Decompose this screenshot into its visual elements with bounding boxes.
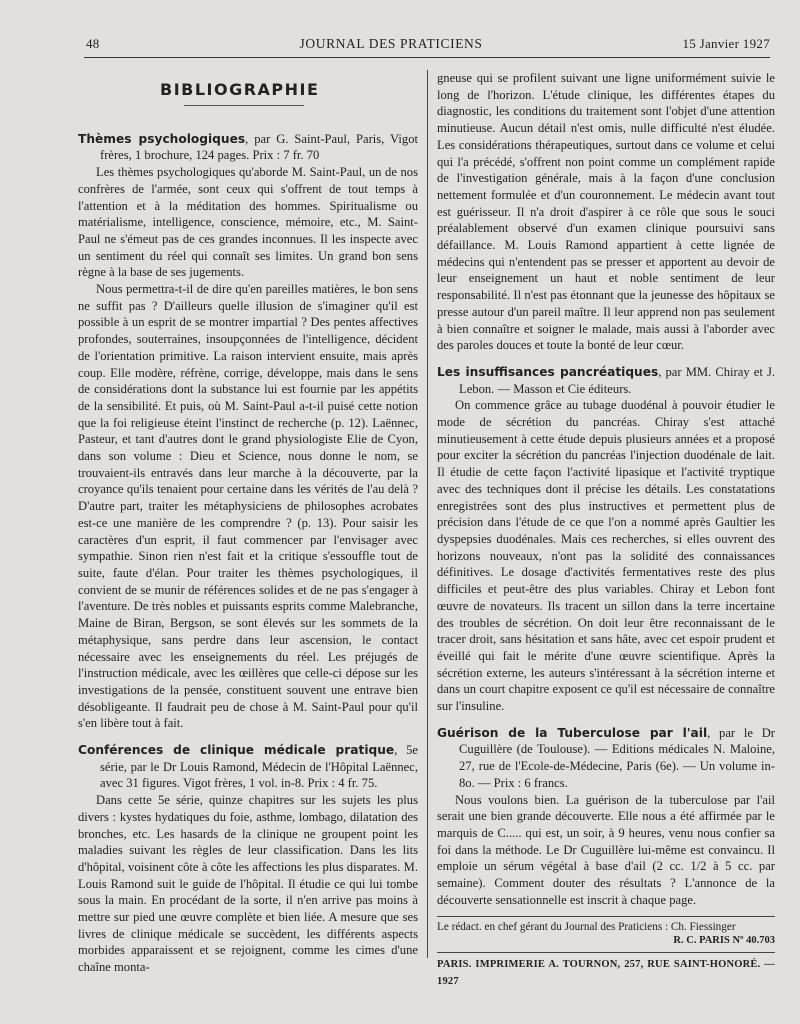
book-citation (437, 364, 775, 397)
editor-line (437, 920, 775, 948)
registry-number: R. C. PARIS Nº 40.703 (673, 935, 775, 947)
column-divider (427, 70, 428, 958)
book-entry-tuberculose-ail (437, 725, 775, 909)
review-paragraph: Les thèmes psychologiques qu'aborde M. Saint-Paul, un de nos confrères de l'armée, sont ceux qui s'offrent de tout temps à l'attention et à la méditation des hommes. Spiritualisme ou matérialisme, intelligence, conscience, mémoire, etc., M. Saint-Paul ne s'émeut pas de ces grandes inconnues. Il les inspecte avec un sentiment du réel qui connaît ses limites. Un grand bon sens règne à la base de ses jugements. (78, 165, 418, 280)
book-citation (437, 725, 775, 792)
book-title: Thèmes psychologiques (78, 131, 246, 146)
book-details: , par le Dr Cuguillère (de Toulouse). — Editions médicales N. Maloine, 27, rue de l'Ecole-de-Médecine, Paris (6e). — Un volume in-8o. — Prix : 6 francs. (459, 725, 775, 790)
header-rule (84, 57, 770, 58)
section-title-rule (184, 105, 304, 106)
right-column (437, 70, 775, 991)
page-number: 48 (86, 36, 100, 51)
review-paragraph: Dans cette 5e série, quinze chapitres sur les sujets les plus divers : kystes hydatiques du foie, asthme, lombago, dilatation des bronches, etc. Les hasards de la clinique ne groupent point les maladies suivant les règles de leur classification. Dans les lits d'hôpital, voisinent côte à côte les affections les plus disparates. M. Louis Ramond suit le guide de l'hôpital. Il étudie ce qui lui tombe sous la main. En procédant de la sorte, il n'en arrive pas moins à mettre sur pied une œuvre complète et bien liée. A mesure que ses livres de clinique médicale se succèdent, les différents aspects morbides apparaissent et se rejoignent, comme les cimes d'une chaîne monta- (78, 793, 418, 975)
page-header (86, 36, 770, 56)
issue-date: 15 Janvier 1927 (682, 36, 770, 51)
editor-credit: Le rédact. en chef gérant du Journal des Praticiens : Ch. Fiessinger (437, 921, 736, 934)
left-column (78, 70, 418, 976)
review-paragraph: Nous voulons bien. La guérison de la tuberculose par l'ail serait une bien grande découverte. Elle nous a été affirmée par le marquis de C..... qui est, un soir, à 9 heures, venu nous confier sa foi dans la méthode. Le Dr Cuguillère lui-même est convaincu. Il emploie un sérum végétal à base d'ail (2 cc. 1/2 à 5 cc. par semaine). Comment douter des résultats ? L'annonce de la découverte sensationnelle est inscrit à chaque page. (437, 792, 775, 907)
book-details: , 5e série, par le Dr Louis Ramond, Médecin de l'Hôpital Laënnec, avec 31 figures. Vigot frères, 1 vol. in-8. Prix : 4 fr. 75. (100, 743, 418, 791)
journal-title: JOURNAL DES PRATICIENS (299, 36, 483, 51)
book-title: Guérison de la Tuberculose par l'ail (437, 725, 708, 740)
book-title: Conférences de clinique médicale pratique (78, 743, 395, 758)
book-entry-insuffisances-pancreatiques (437, 364, 775, 715)
footer-rule-top (437, 916, 775, 917)
footer-rule-bottom (437, 952, 775, 953)
book-citation (78, 742, 418, 792)
book-details: , par MM. Chiray et J. Lebon. — Masson et Cie éditeurs. (459, 364, 775, 396)
book-title: Les insuffisances pancréatiques (437, 364, 659, 379)
book-details: , par G. Saint-Paul, Paris, Vigot frères, 1 brochure, 124 pages. Prix : 7 fr. 70 (100, 131, 418, 163)
section-title: BIBLIOGRAPHIE (160, 80, 320, 99)
printer-line: PARIS. IMPRIMERIE A. TOURNON, 257, RUE SAINT-HONORÉ. — 1927 (437, 959, 775, 988)
review-paragraph: Nous permettra-t-il de dire qu'en pareilles matières, le bon sens ne suffit pas ? D'ailleurs quelle illusion de s'imaginer qu'il est possible à un esprit de se montrer impartial ? Des pentes affectives profondes, souterraines, insoupçonnées de l'intelligence, décident de l'orientation primitive. La raison intervient ensuite, mais après coup. Elle modère, réfrène, corrige, développe, mais dans le sens de considérations dont la substance lui est fournie par les appétits de la sensibilité. Et puis, où M. Saint-Paul a-t-il puisé cette notion que la foi religieuse éteint l'instinct de recherche (p. 12). Laënnec, Pasteur, et tant d'autres dont le grand physiologiste Elie de Cyon, dans son volume : Dieu et Science, nous donne le nom, se trouvaient-ils entravés dans leur marche à la découverte, par la croyance qu'ils tenaient pour certaine dans les vérités de l'au delà ? D'autre part, traiter les métaphysiciens de philosophes acrobates est-ce une manière de les comprendre ? (p. 13). Pour saisir les caractères d'un esprit, il faut commencer par l'envisager avec sympathie. Sinon rien n'est fait et la critique s'essouffle tout de suite, faute d'élan. Pour traiter les thèmes psychologiques, il convient de se munir de références solides et de ne pas s'engager à l'aventure. De très nobles et puissants esprits comme Malebranche, Maine de Biran, Bergson, se sont élevés sur les sommets de la métaphysique, sans perdre dans leur ascension, le contact nécessaire avec les enseignements du réel. Les préjugés de l'instruction médicale, avec les œillères que celle-ci dépose sur les investigations de la pensée, constituent souvent une entrave bien désobligeante. Il faudrait peu de chose à M. Saint-Paul pour qu'il s'en libère tout à fait. (78, 282, 418, 731)
review-continuation: gneuse qui se profilent suivant une ligne uniformément suivie le long de l'horizon. L'étude clinique, les différentes étapes du diagnostic, les conditions du traitement sont l'objet d'une attention minutieuse. Aucun détail n'est omis, nulle difficulté n'est éludée. Les considérations thérapeutiques, surtout dans ce volume et celui qui l'a précédé, s'offrent non point comme un complément rapide de l'investigation générale, mais à la façon d'une conclusion nettement formulée et d'un couronnement. Le médecin avant tout est guérisseur. Il n'a droit d'aspirer à ce rôle que sous le souci préalablement observé d'un examen clinique poursuivi sans défaillance. M. Louis Ramond appartient à cette lignée de médecins qui n'entendent pas se presser et apportent au devoir de leur enseignement un haut et noble sentiment de leur responsabilité. Il n'est pas étonnant que la jeunesse des hôpitaux se presse autour d'un pareil maître. Il leur apprend non pas seulement à bien connaître et soigner le malade, mais aussi à l'aborder avec des paroles douces et toute la bonté de leur cœur. (437, 71, 775, 353)
book-entry-themes-psychologiques (78, 131, 418, 732)
review-paragraph: On commence grâce au tubage duodénal à pouvoir étudier le mode de sécrétion du pancréas. Chiray s'est attaché minutieusement à cette étude depuis plusieurs années et a proposé pour exciter la sécrétion du pancréas l'injection duodénale de lait. Il étudie de cette façon l'activité lipasique et l'activité tryptique avec des techniques dont il précise les détails. Les constatations enregistrées sont des plus instructives et permettent plus de précision dans l'étude de ce que l'on a nommé après Gaultier les dyspepsies duodénales. Mais ces recherches, si elles ouvrent des horizons nouveaux, n'ont pas la solidité des connaissances définitives. Le dosage d'activités fermentatives reste des plus difficiles et peut-être des plus variables. Chiray et Lebon font œuvre de novateurs. Ils tracent un sillon dans la terre incertaine des troubles de sécrétion. On doit leur être reconnaissant de le tracer droit, sans hésitation et sans hâte, avec cet espoir prudent et éveillé qui fait le mérite d'une œuvre scientifique. Après la sécrétion externe, les auteurs s'intéressant à la sécrétion interne et dans un court chapitre exposent ce qu'il est nécessaire de connaître sur l'insuline. (437, 398, 775, 714)
book-entry-conferences-clinique (78, 742, 418, 976)
book-citation (78, 131, 418, 164)
